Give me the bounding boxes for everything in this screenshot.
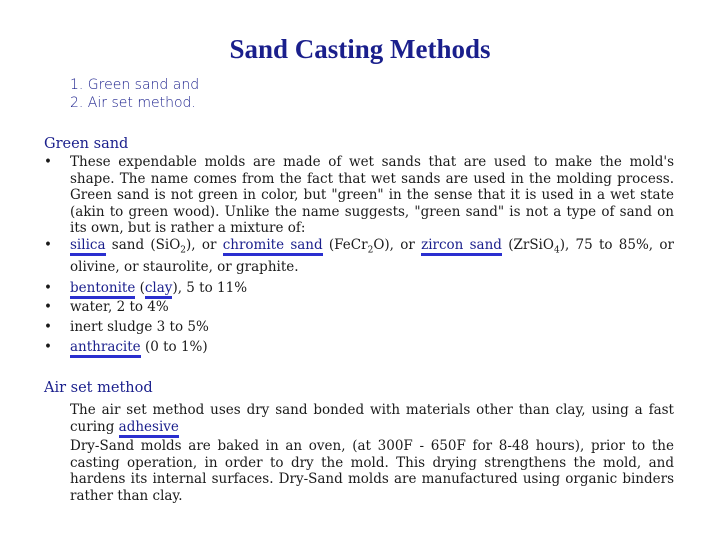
intro-item: 2. Air set method. [70,95,196,111]
bentonite-link[interactable]: bentonite [70,280,135,299]
silica-link[interactable]: silica [70,237,106,256]
list-item [44,339,674,356]
adhesive-link[interactable]: adhesive [119,419,179,438]
bullet: • [44,279,52,296]
list-item [44,237,674,276]
item-text: ), 5 to 11% [172,279,248,296]
item-text: O [169,236,181,253]
item-text: ), or [186,236,223,253]
subscript: 2 [367,245,374,256]
subscript: 4 [553,245,560,256]
item-text: ( [135,279,145,296]
list-item [44,299,674,316]
intro-list [70,76,199,112]
item-text: These expendable molds are made of wet sands that are used to make the mold's shape. The name comes from the fact that wet sands are used in the molding process. Green sand is not green in color, but "green" in the sense that it is used in a wet state (akin to green wood). Unlike the name suggests, "green sand" is not a type of sand on its own, but is rather a mixture of: [70,154,674,237]
item-text: Cr [350,236,368,253]
subscript: 2 [180,245,186,256]
item-text: O [542,236,554,253]
item-text: (Fe [322,236,351,253]
paragraph-text: The air set method uses dry sand bonded with materials other than clay, using a fast curing [70,402,674,435]
air-set-paragraph-2: Dry-Sand molds are baked in an oven, (at 300F - 650F for 8-48 hours), prior to the casting operation, in order to dry the mold. This drying strengthens the mold, and hardens its internal surfaces. Dry-Sand molds are manufactured using organic binders rather than clay. [70,438,674,504]
item-text: ), 75 to 85%, or olivine, or staurolite, or graphite. [70,236,674,276]
item-text: O), or [373,236,422,253]
list-item [44,280,674,297]
chromite-sand-link[interactable]: chromite sand [223,237,323,256]
item-text: water, 2 to 4% [70,299,169,316]
green-sand-list [44,154,674,355]
zircon-sand-link[interactable]: zircon sand [421,237,502,256]
bullet: • [44,299,52,316]
anthracite-link[interactable]: anthracite [70,339,141,358]
item-text: (Zr [501,236,530,253]
list-item [44,154,674,237]
green-sand-heading: Green sand [44,136,129,152]
intro-item: 1. Green sand and [70,77,200,93]
bullet: • [44,319,52,336]
bullet: • [44,154,52,170]
item-text: (0 to 1%) [140,338,208,355]
item-text: Si [529,236,543,253]
clay-link[interactable]: clay [145,280,173,299]
page-title: Sand Casting Methods [229,34,491,64]
item-text: sand (Si [105,236,170,253]
item-text: inert sludge 3 to 5% [70,319,209,336]
list-item [44,319,674,336]
bullet: • [44,338,52,355]
air-set-heading: Air set method [44,380,153,396]
bullet: • [44,236,52,253]
air-set-paragraph-1 [70,402,674,435]
